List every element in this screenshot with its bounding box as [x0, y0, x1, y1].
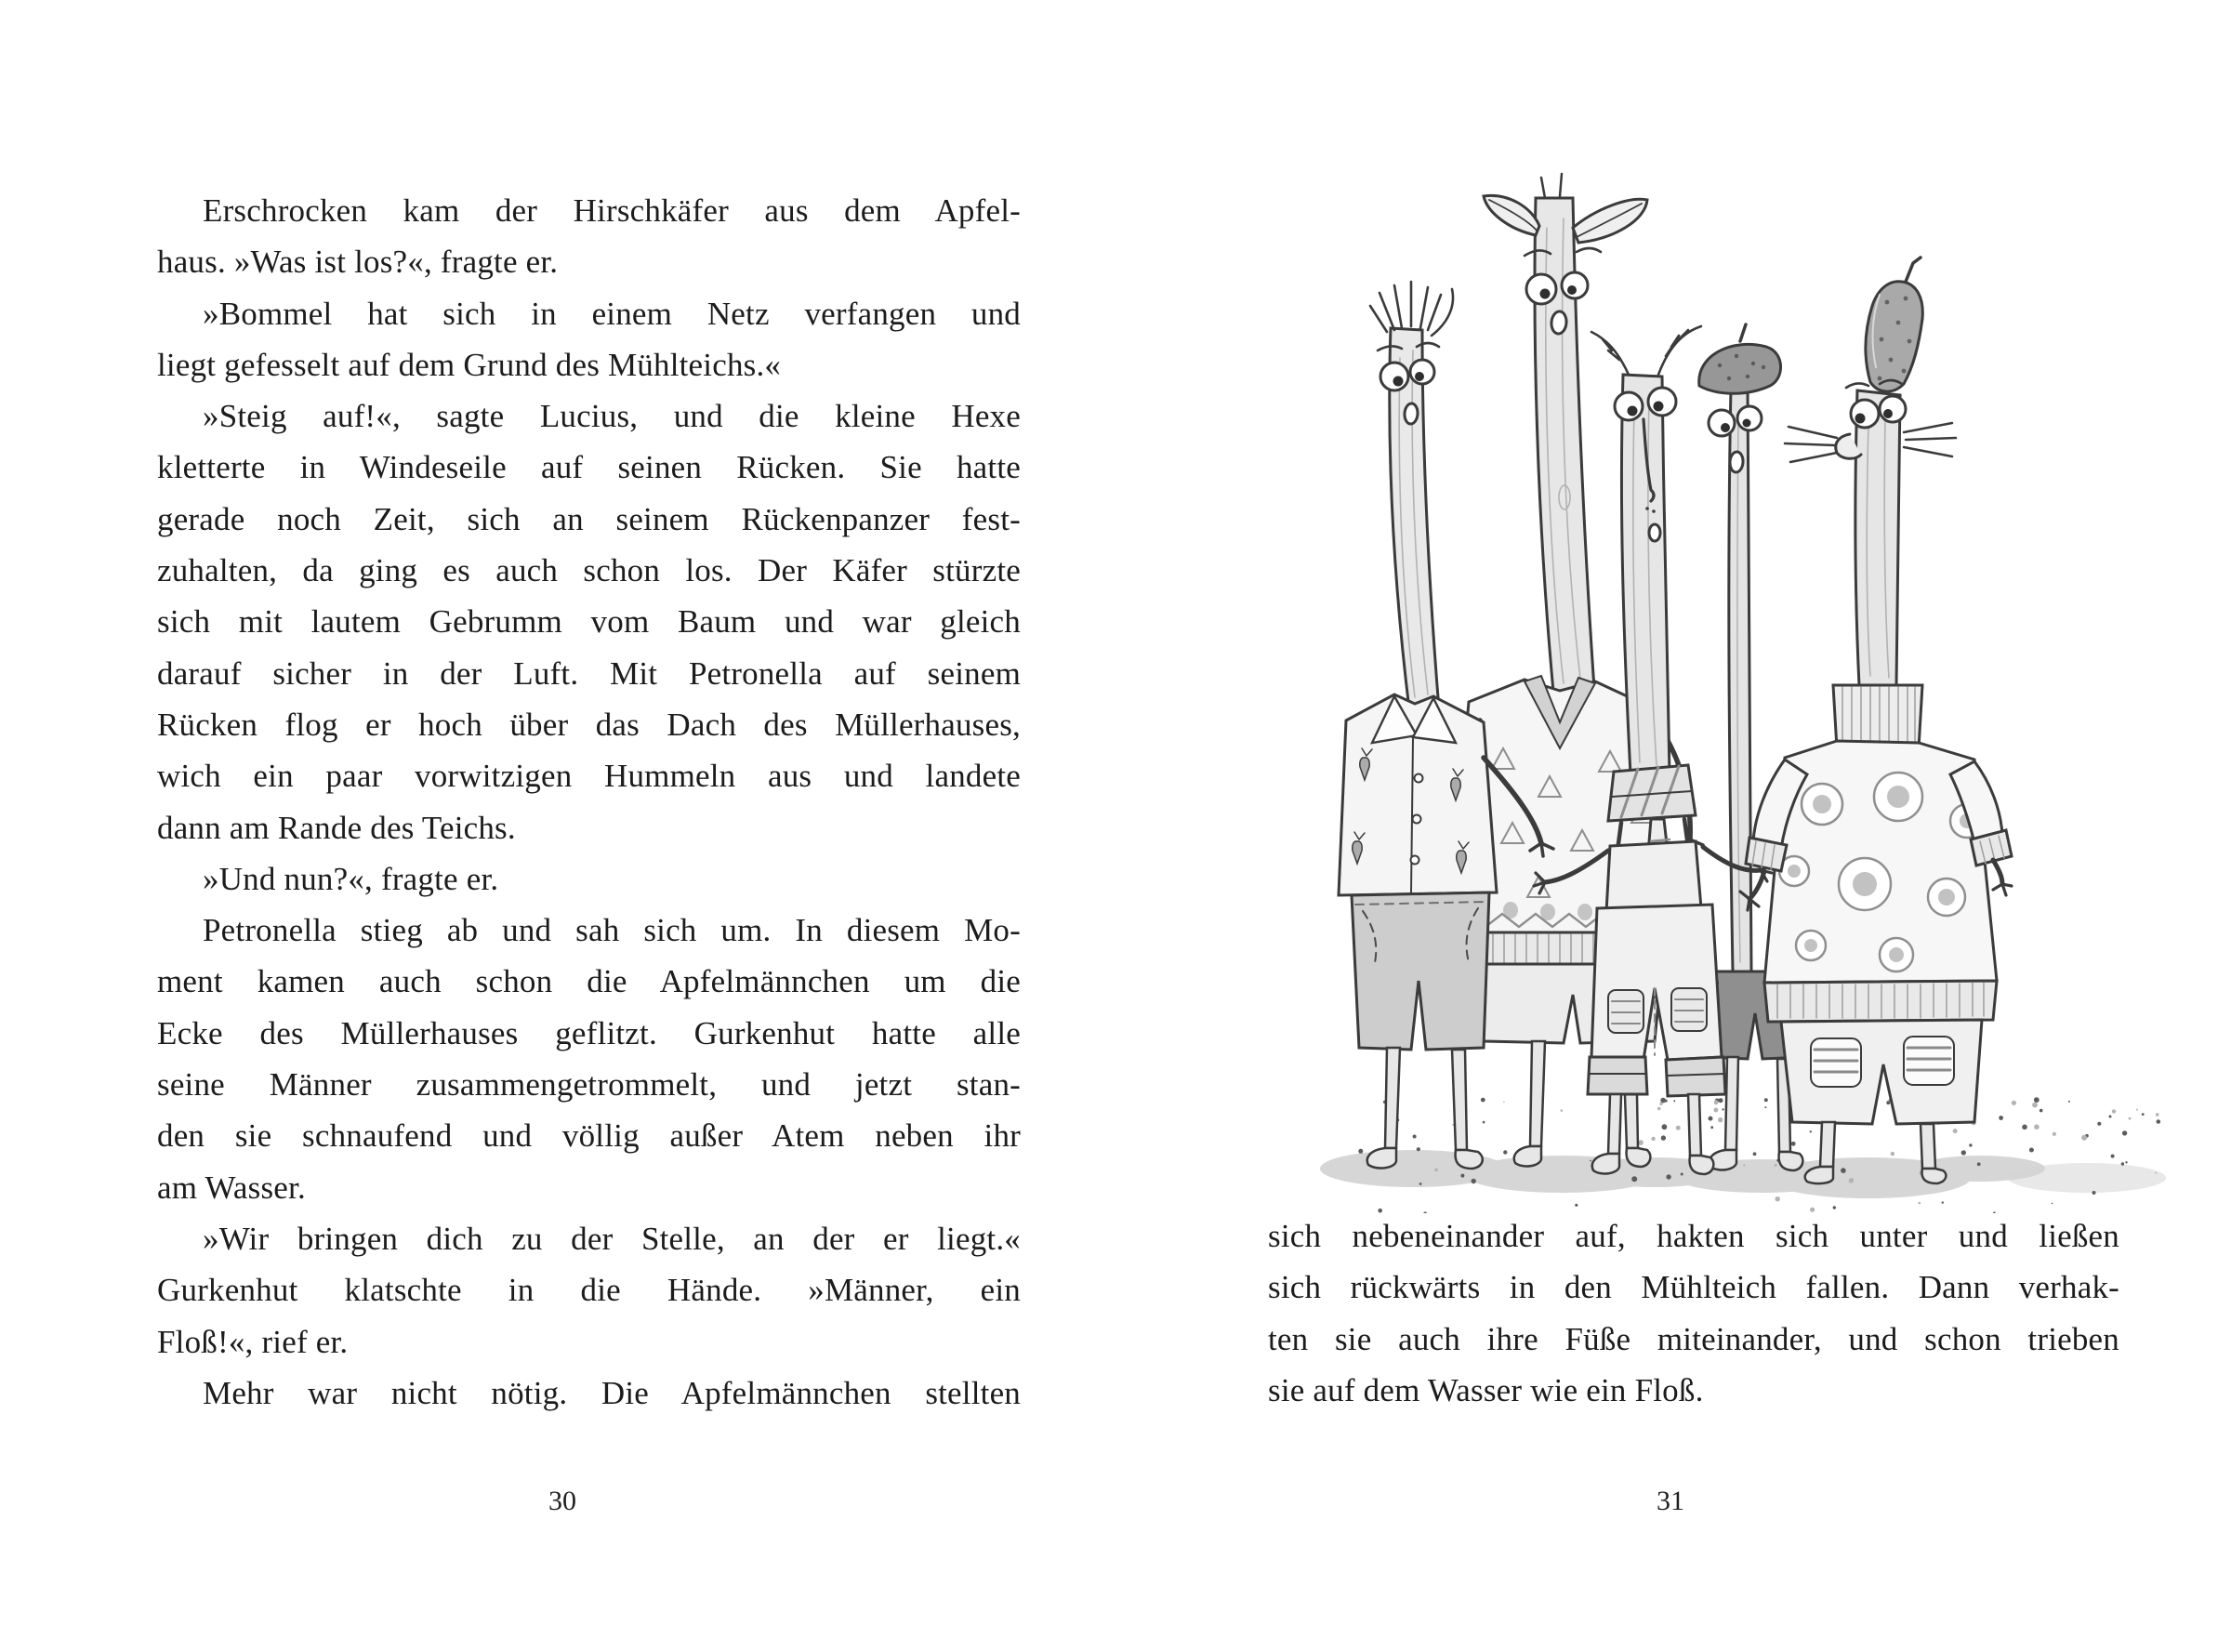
- text-line: haus. »Was ist los?«, fragte er.: [157, 244, 559, 281]
- illustration-apple-men: [1301, 107, 2185, 1213]
- text-line: »Bommel hat sich in einem Netz verfangen und: [203, 295, 1021, 332]
- text-line: Ecke des Müllerhauses geflitzt. Gurkenhut hatte alle: [157, 1014, 1021, 1051]
- text-line: sich mit lautem Gebrumm vom Baum und war gleich: [157, 603, 1021, 641]
- text-line: Floß!«, rief er.: [157, 1323, 349, 1360]
- text-line: seine Männer zusammengetrommelt, und jetzt stan-: [157, 1066, 1021, 1104]
- left-page-number: 30: [548, 1486, 576, 1516]
- left-text-block: [157, 185, 1021, 1419]
- text-line: Mehr war nicht nötig. Die Apfelmännchen stellten: [203, 1374, 1021, 1411]
- text-line: ment kamen auch schon die Apfelmännchen um die: [157, 963, 1021, 1000]
- text-line: Petronella stieg ab und sah sich um. In diesem Mo-: [203, 912, 1021, 949]
- text-line: den sie schnaufend und völlig außer Atem neben ihr: [157, 1117, 1021, 1155]
- text-line: »Wir bringen dich zu der Stelle, an der er liegt.«: [203, 1220, 1021, 1257]
- ground-shadow: [1320, 1150, 2166, 1198]
- text-line: gerade noch Zeit, sich an seinem Rückenpanzer fest-: [157, 500, 1021, 537]
- text-line: Erschrocken kam der Hirschkäfer aus dem Apfel-: [203, 192, 1021, 229]
- text-line: am Wasser.: [157, 1169, 306, 1206]
- text-line: zuhalten, da ging es auch schon los. Der Käfer stürzte: [157, 552, 1021, 589]
- text-line: dann am Rande des Teichs.: [157, 809, 516, 846]
- text-line: »Steig auf!«, sagte Lucius, und die kleine Hexe: [203, 398, 1021, 435]
- text-line: Gurkenhut klatschte in die Hände. »Männer, ein: [157, 1272, 1021, 1309]
- text-line: wich ein paar vorwitzigen Hummeln aus und landete: [157, 758, 1021, 795]
- text-line: sie auf dem Wasser wie ein Floß.: [1268, 1371, 1704, 1408]
- right-text-block: [1268, 1210, 2119, 1416]
- text-line: ten sie auch ihre Füße miteinander, und schon trieben: [1268, 1320, 2119, 1357]
- text-line: »Und nun?«, fragte er.: [203, 860, 499, 897]
- text-line: liegt gefesselt auf dem Grund des Mühlteichs.«: [157, 346, 782, 383]
- text-line: kletterte in Windeseile auf seinen Rücken. Sie hatte: [157, 449, 1021, 486]
- text-line: darauf sicher in der Luft. Mit Petronella auf seinem: [157, 654, 1021, 692]
- text-line: sich nebeneinander auf, hakten sich unter und ließen: [1268, 1218, 2119, 1254]
- text-line: sich rückwärts in den Mühlteich fallen. Dann verhak-: [1268, 1269, 2119, 1306]
- text-line: Rücken flog er hoch über das Dach des Müllerhauses,: [157, 706, 1021, 743]
- right-page-number: 31: [1657, 1486, 1684, 1516]
